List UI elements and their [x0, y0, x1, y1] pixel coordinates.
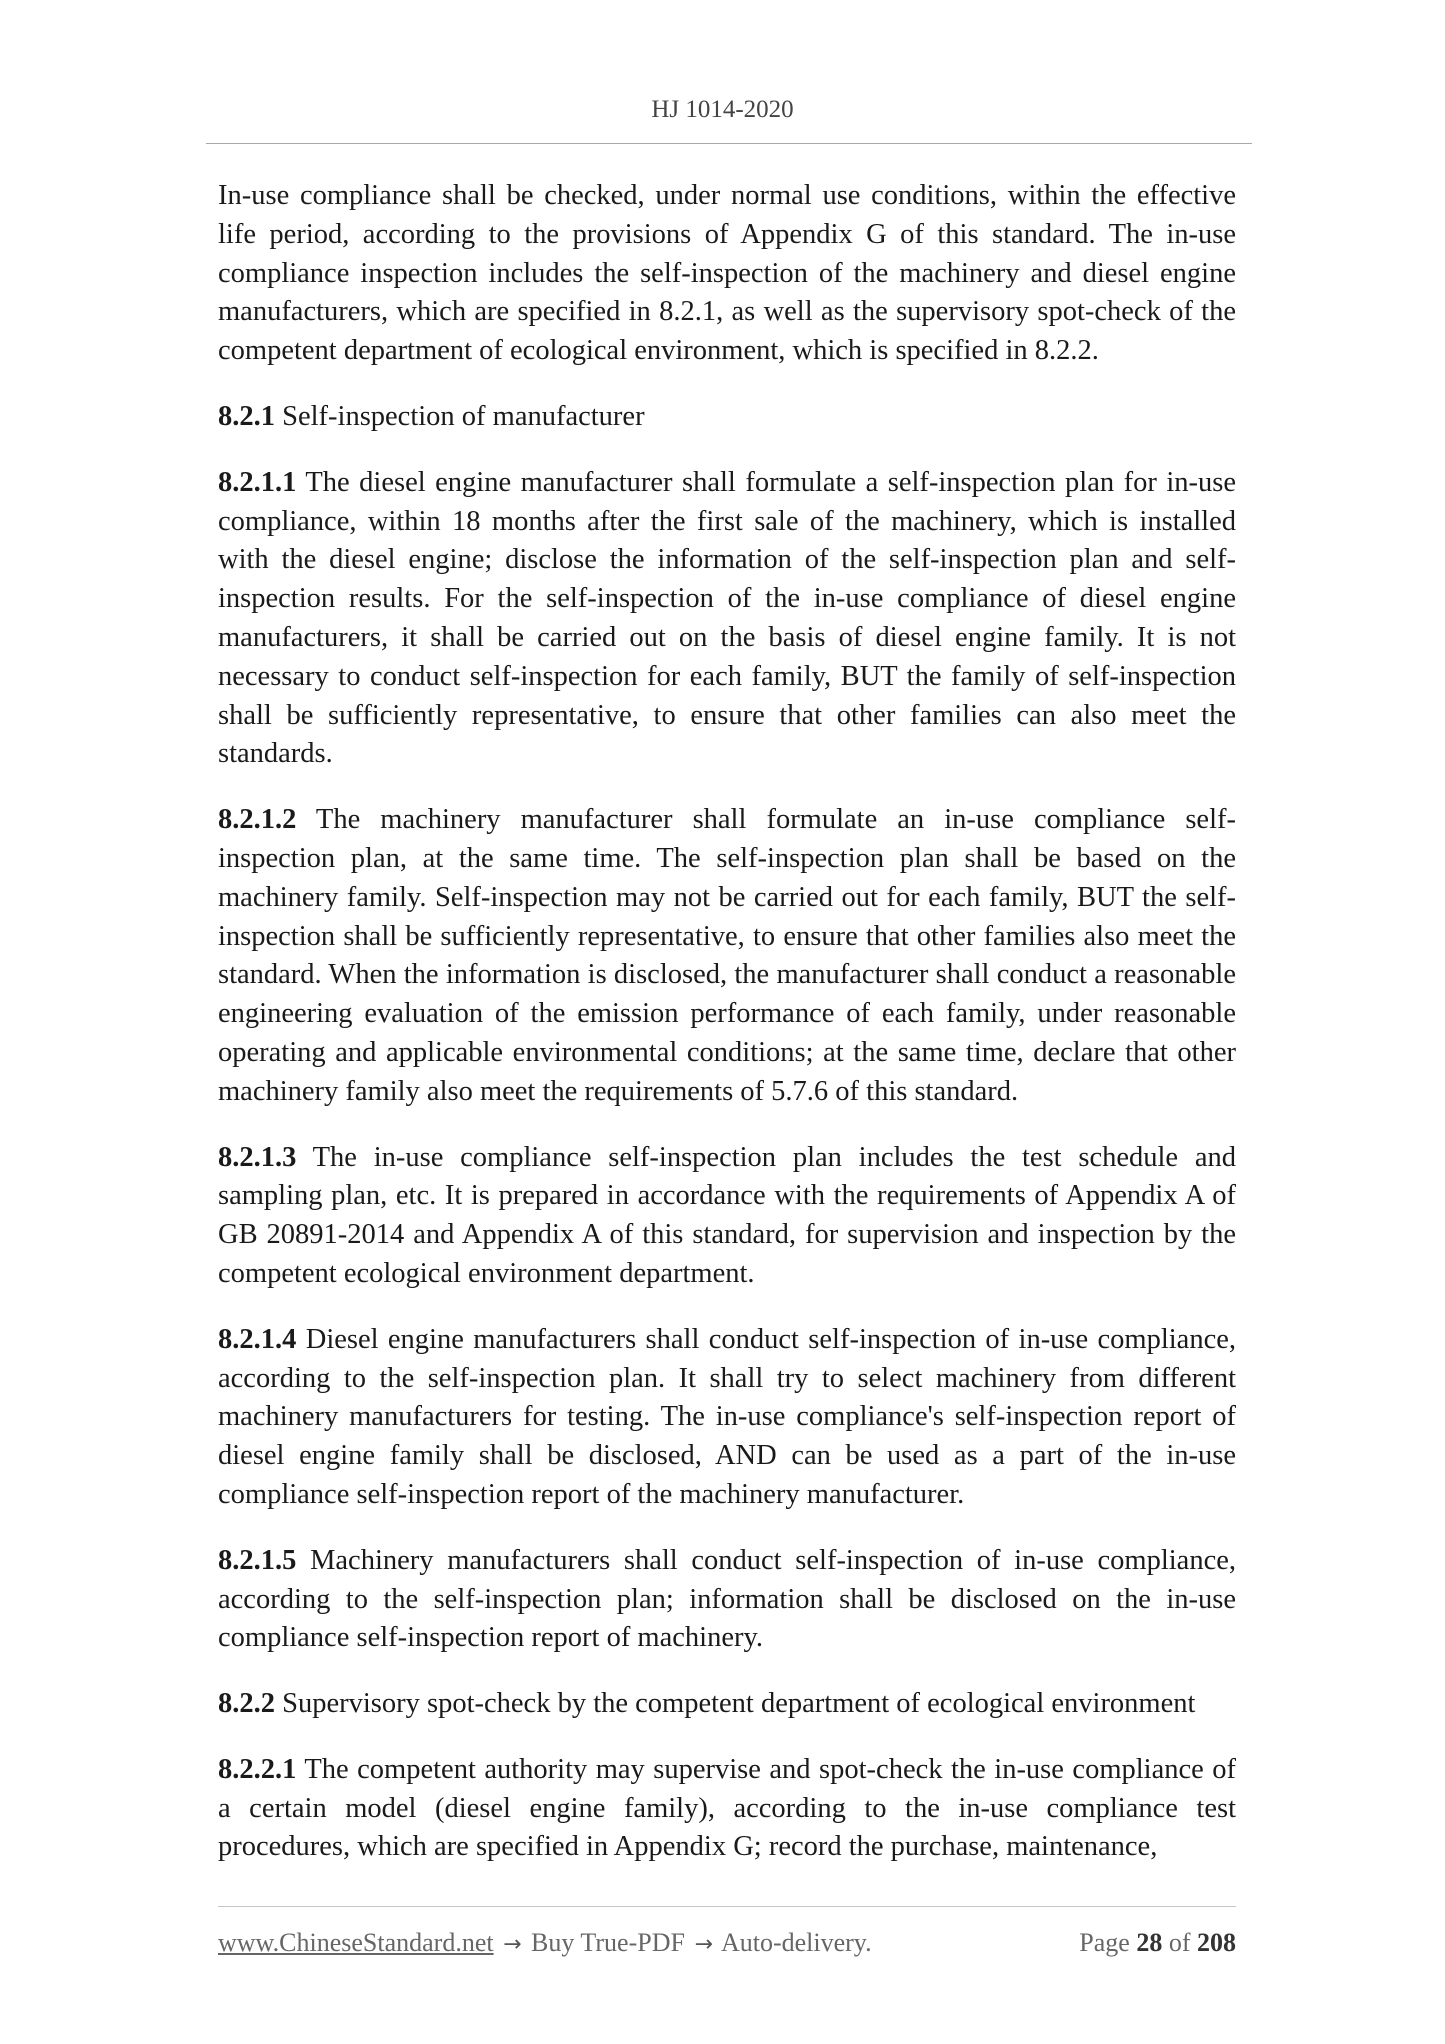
- total-pages: 208: [1197, 1928, 1236, 1957]
- section-heading-8-2-2: [218, 1685, 1236, 1724]
- clause-number: 8.2.1.3: [218, 1141, 297, 1173]
- clause-number: 8.2.1.2: [218, 804, 297, 836]
- clause-text: The machinery manufacturer shall formulate an in-use compliance self-inspection plan, at the same time. The self-inspection plan shall be based on the machinery family. Self-inspection may not be carried out for each family, BUT the self-inspection shall be sufficiently representative, to ensure that other families also meet the standard. When the information is disclosed, the manufacturer shall conduct a reasonable engineering evaluation of the emission performance of each family, under reasonable operating and applicable environmental conditions; at the same time, declare that other machinery family also meet the requirements of 5.7.6 of this standard.: [218, 804, 1236, 1107]
- clause-number: 8.2.1.1: [218, 466, 297, 498]
- footer-divider: [218, 1906, 1236, 1907]
- of-label: of: [1168, 1928, 1191, 1957]
- clause-text: The in-use compliance self-inspection plan includes the test schedule and sampling plan, etc. It is prepared in accordance with the requirements of Appendix A of GB 20891-2014 and Appendix A of this standard, for supervision and inspection by the competent ecological environment department.: [218, 1141, 1236, 1289]
- section-title: Self-inspection of manufacturer: [282, 400, 645, 432]
- section-number: 8.2.2: [218, 1688, 275, 1720]
- clause-text: Machinery manufacturers shall conduct self-inspection of in-use compliance, according to the self-inspection plan; information shall be disclosed on the in-use compliance self-inspection report of machinery.: [218, 1544, 1236, 1654]
- page-label: Page: [1079, 1928, 1130, 1957]
- clause-number: 8.2.2.1: [218, 1753, 297, 1785]
- clause-number: 8.2.1.4: [218, 1323, 297, 1355]
- paragraph-text: In-use compliance shall be checked, under normal use conditions, within the effective life period, according to the provisions of Appendix G of this standard. The in-use compliance inspection includes the self-inspection of the machinery and diesel engine manufacturers, which are specified in 8.2.1, as well as the supervisory spot-check of the competent department of ecological environment, which is specified in 8.2.2.: [218, 180, 1236, 367]
- document-body: [218, 177, 1236, 1867]
- buy-pdf-text: Buy True-PDF: [531, 1928, 685, 1957]
- page-counter: [1079, 1928, 1236, 1958]
- auto-delivery-text: Auto-delivery.: [720, 1928, 872, 1957]
- document-id-header: HJ 1014-2020: [651, 96, 794, 123]
- paragraph-intro: [218, 177, 1236, 371]
- clause-number: 8.2.1.5: [218, 1544, 297, 1576]
- section-heading-8-2-1: [218, 398, 1236, 437]
- clause-8-2-1-2: [218, 801, 1236, 1111]
- clause-text: The competent authority may supervise and spot-check the in-use compliance of a certain model (diesel engine family), according to the in-use compliance test procedures, which are specified in Appendix G; record the purchase, maintenance,: [218, 1753, 1236, 1863]
- clause-8-2-1-4: [218, 1321, 1236, 1515]
- footer-promo: [218, 1928, 872, 1958]
- website-link[interactable]: www.ChineseStandard.net: [218, 1928, 494, 1957]
- clause-8-2-1-5: [218, 1542, 1236, 1658]
- header-divider: [206, 143, 1252, 144]
- right-arrow-icon: →: [694, 1932, 713, 1957]
- current-page-number: 28: [1136, 1928, 1163, 1957]
- clause-text: The diesel engine manufacturer shall formulate a self-inspection plan for in-use compliance, within 18 months after the first sale of the machinery, which is installed with the diesel engine; disclose the information of the self-inspection plan and self-inspection results. For the self-inspection of the in-use compliance of diesel engine manufacturers, it shall be carried out on the basis of diesel engine family. It is not necessary to conduct self-inspection for each family, BUT the family of self-inspection shall be sufficiently representative, to ensure that other families can also meet the standards.: [218, 466, 1236, 770]
- section-title: Supervisory spot-check by the competent department of ecological environment: [282, 1688, 1196, 1720]
- clause-8-2-1-1: [218, 464, 1236, 774]
- clause-8-2-1-3: [218, 1139, 1236, 1294]
- section-number: 8.2.1: [218, 400, 275, 432]
- clause-8-2-2-1: [218, 1751, 1236, 1867]
- clause-text: Diesel engine manufacturers shall conduct self-inspection of in-use compliance, according to the self-inspection plan. It shall try to select machinery from different machinery manufacturers for testing. The in-use compliance's self-inspection report of diesel engine family shall be disclosed, AND can be used as a part of the in-use compliance self-inspection report of the machinery manufacturer.: [218, 1323, 1236, 1510]
- right-arrow-icon: →: [503, 1932, 522, 1957]
